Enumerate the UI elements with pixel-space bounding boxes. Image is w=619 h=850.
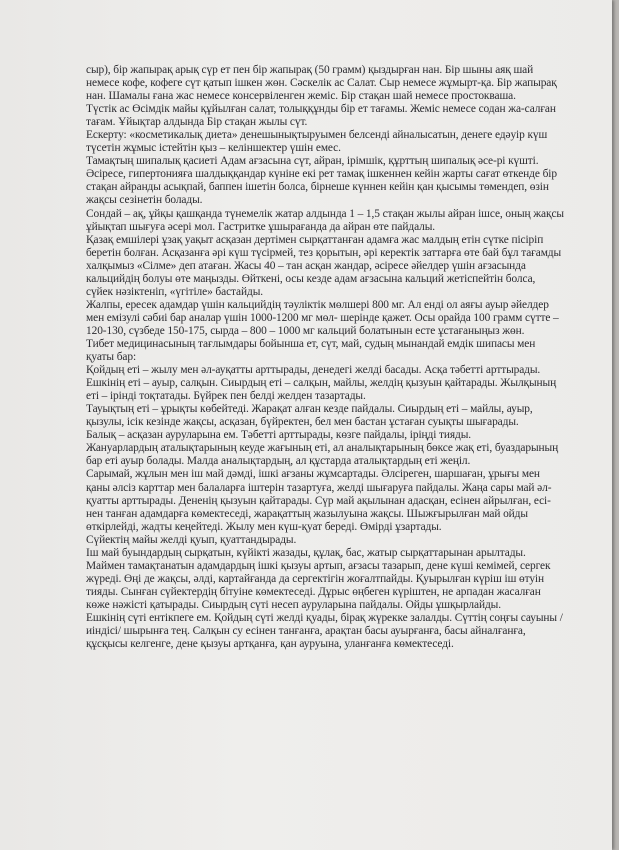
- paragraph-note: Ескерту: «косметикалық диета» денешынықтыруымен белсенді айналысатын, денеге едәуір күш түсетін жұмыс істейтін қыз – келіншектер үшін емес.: [86, 129, 548, 155]
- paragraph-tibet-intro: Тибет медицинасының тағлымдары бойынша ет, сүт, май, судың мынандай емдік шипасы мен қуаты бар:: [86, 337, 536, 364]
- paragraph-mutton: Қойдың еті – жылу мен әл-ауқатты арттырады, денедегі желді басады. Асқа тәбетті арттырады. Ешкінің еті – ауыр, салқын. Сиырдың еті – салқын, майлы, желдің қызуын қайтарады. Жылқының еті – ірінді тоқтатады. Бүйрек пен белді желден тазартады.: [86, 364, 557, 403]
- document-body: [86, 64, 564, 651]
- paragraph-silme: Қазақ емшілері ұзақ уақыт асқазан дертімен сырқаттанған адамға жас малдың етін сүтке пісіріп беретін болған. Асқазанға әрі күш түсірмей, тез қорытын, әрі керектік заттарға өте бай бұл тағамды халқымыз «Сілме» деп атаған. Жасы 40 – тан асқан жандар, әсіресе әйелдер үшін ағзасында кальцийдің болуы өте маңызды. Өйткені, осы кезде адам ағзасына кальций жетіспейтін болса, сүйек нәзіктеніп, «үгітіле» бастайды.: [86, 233, 562, 298]
- paragraph-fat-eaters: Маймен тамақтанатын адамдардың ішкі қызуы артып, ағзасы тазарып, дене күші кемімей, сергек жүреді. Өңі де жақсы, әлді, картайғанда да сергектігін жоғалтпайды. Қуырылған күріш іш өтуін тияды. Сынған сүйектердің бітуіне көмектеседі. Дұрыс өңбеген күріштен, не арпадан жасалған көже нәжісті қатырады. Сиырдың сүті несеп ауруларына пайдалы. Ойды ұшқырлайды.: [86, 559, 551, 611]
- paragraph-breakfast: сыр), бір жапырақ арық сүр ет пен бір жапырақ (50 грамм) қыздырған нан. Бір шыны аяқ шай немесе кофе, кофеге сүт қатып ішкен жөн. Сәскелік ас Салат. Сыр немесе жұмырт-қа. Бір жапырақ нан. Шамалы ғана жас немесе консервіленген жеміс. Бір стақан шай немесе простокваша.: [86, 64, 557, 103]
- paragraph-animals: Жануарлардың аталықтарының кеуде жағының еті, ал аналықтарының бөксе жақ еті, буаздарының бар еті ауыр болады. Малда аналықтардың, ал құстарда аталықтардың еті жеңіл.: [86, 442, 559, 468]
- paragraph-chicken: Тауықтың еті – ұрықты көбейтеді. Жарақат алған кезде пайдалы. Сиырдың еті – майлы, ауыр, қызулы, ісік кезінде жақсы, асқазан, бүйректен, бел мен бастан ұстаған суықты шығарады.: [86, 403, 533, 429]
- paragraph-fish: Балық – асқазан ауруларына ем. Тәбетті арттырады, көзге пайдалы, іріңді тияды.: [86, 429, 472, 442]
- paragraph-lunch: Түстік ас Өсімдік майы құйылған салат, толыққұнды бір ет тағамы. Жеміс немесе содан жа-салған тағам. Ұйықтар алдында Бір стақан жылы сүт.: [86, 103, 556, 129]
- paragraph-inner-fat: Іш май буындардың сырқатын, күйікті жазады, құлақ, бас, жатыр сырқаттарынан арылтады.: [86, 546, 526, 559]
- paragraph-sleep: Сондай – ақ, ұйқы қашқанда түнемелік жатар алдында 1 – 1,5 стақан жылы айран ішсе, оның жақсы ұйықтап шығуға әсері мол. Гастритке ұшырағанда да айран өте пайдалы.: [86, 207, 564, 233]
- paragraph-healing-properties: Тамақтың шипалық қасиеті Адам ағзасына сүт, айран, ірімшік, құрттың шипалық әсе-рі күшті. Әсіресе, гипертонияға шалдыққандар күніне екі рет тамақ ішкеннен кейін жарты сағат өткенде бір стақан айранды асықпай, баппен ішетін болса, бірнеше күннен кейін қан қысымы төмендеп, өзін жақсы сезінетін болады.: [86, 155, 557, 207]
- paragraph-goat-milk: Ешкінің сүті ентікпеге ем. Қойдың сүті желді қуады, бірақ жүрекке залалды. Сүттің соңғы сауыны /иіндісі/ шырынға тең. Салқын су есінен танғанға, арақтан басы ауырғанға, басы айналғанға, құсқысы келгенге, дене қызуы артқанға, қан ауруына, уланғанға көмектеседі.: [86, 611, 563, 651]
- paragraph-calcium: Жалпы, ересек адамдар үшін кальцийдің тәуліктік мөлшері 800 мг. Ал енді ол аяғы ауыр әйелдер мен емізулі сәбиі бар аналар үшін 1000-1200 мг мөл- шерінде қажет. Осы орайда 100 грамм сүтте – 120-130, сүзбеде 150-175, сырда – 800 – 1000 мг кальций болатынын есте ұстағаныңыз жөн.: [86, 298, 559, 337]
- paragraph-butter: Сарымай, жұлын мен іш май дәмді, ішкі ағзаны жұмсартады. Әлсіреген, шаршаған, ұрығы мен қаны әлсіз карттар мен балаларға іштерін тазартуға, желді шығаруға пайдалы. Жаңа сары май әл-қуатты арттырады. Дененің қызуын қайтарады. Сүр май ақылынан адасқан, есінен айрылған, есі- нен танған адамдарға көмектеседі, жарақаттың жазылуына жақсы. Шыжғырылған май ойды өткірлейді, жадты кеңейтеді. Жылу мен күш-қуат береді. Өмірді ұзартады.: [86, 468, 552, 533]
- paragraph-bone-fat: Сүйектің майы желді қуып, қуаттандырады.: [86, 533, 297, 546]
